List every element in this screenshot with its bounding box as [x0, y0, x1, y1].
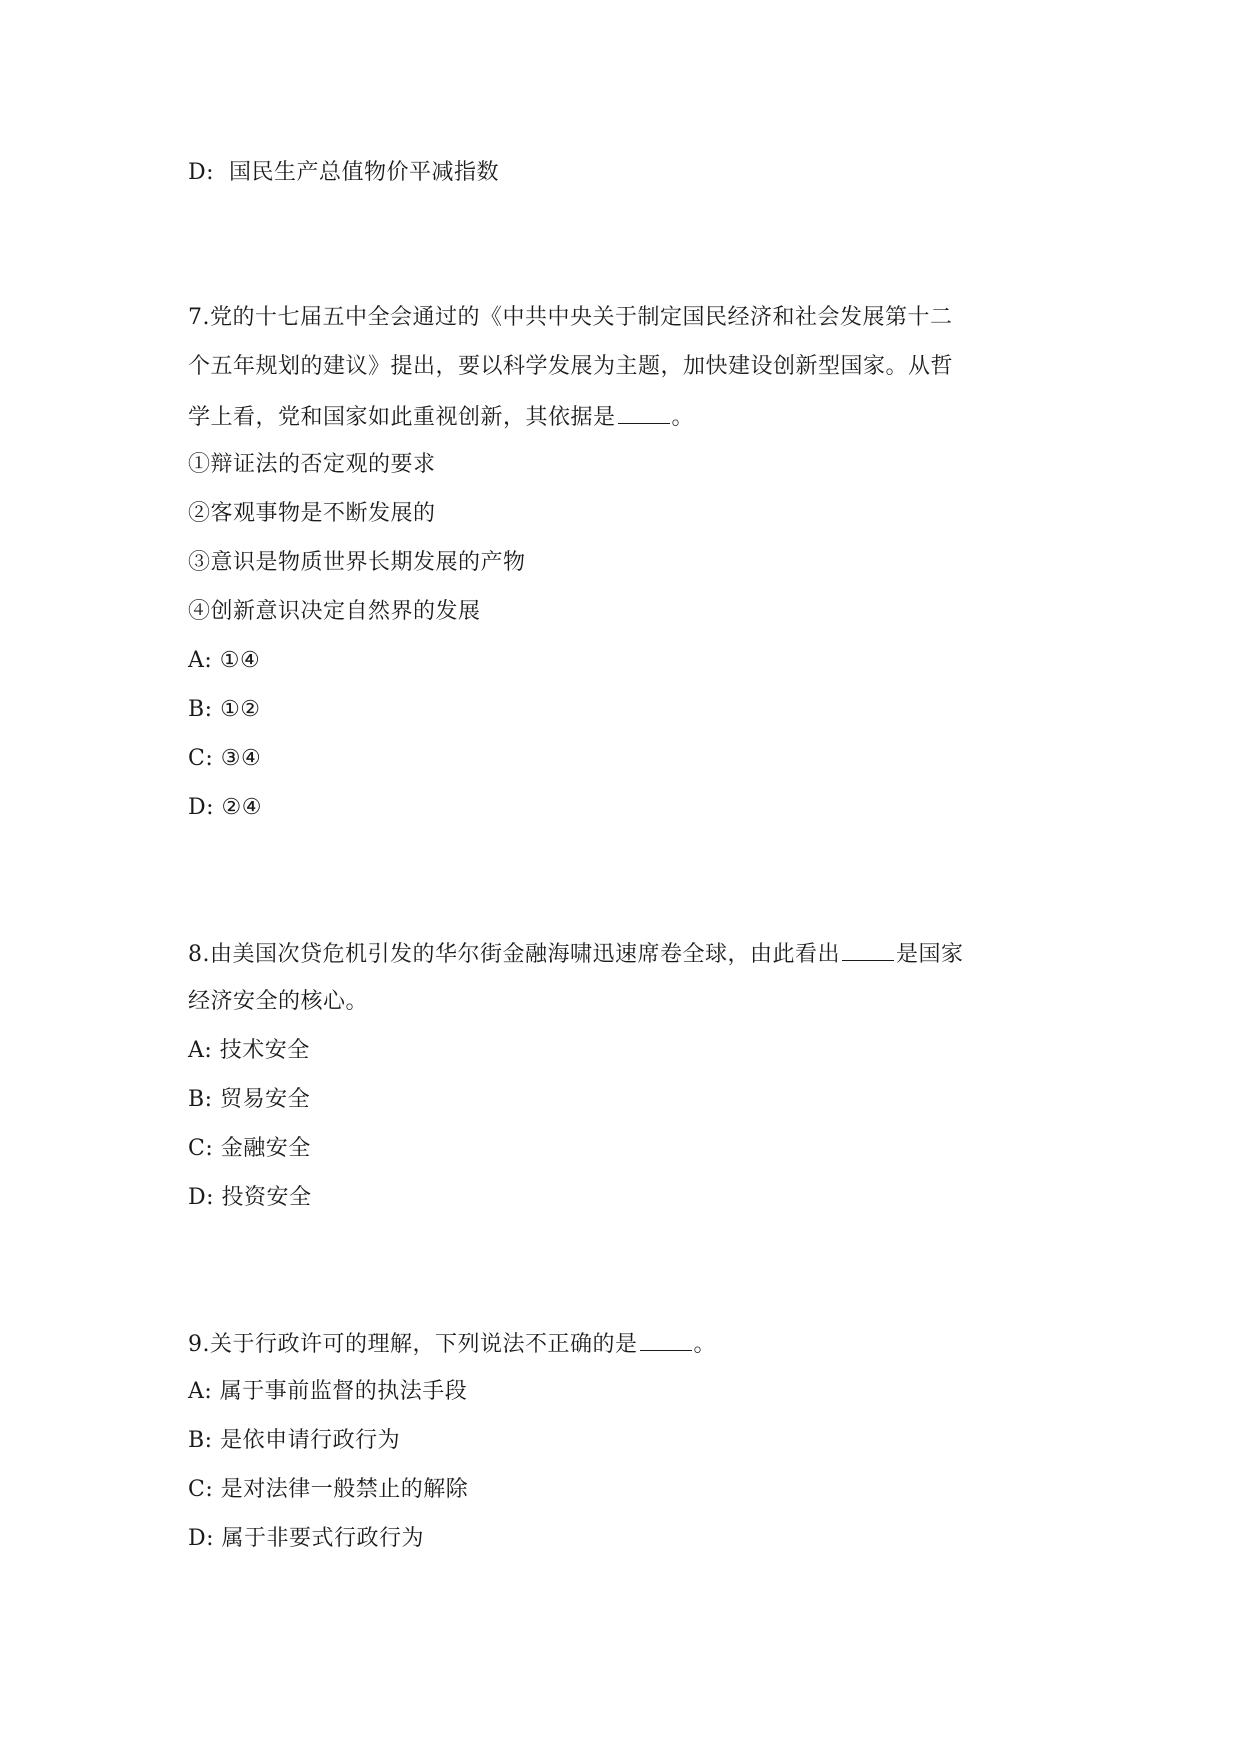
q7-option-b: B: ①② [188, 697, 261, 722]
q7-stem-line-1: 7.党的十七届五中全会通过的《中共中央关于制定国民经济和社会发展第十二 [188, 305, 953, 330]
q7-stem-text: 学上看，党和国家如此重视创新，其依据是 [188, 405, 616, 430]
q7-option-d: D: ②④ [188, 795, 262, 820]
q7-option-a: A: ①④ [188, 648, 261, 673]
q7-statement-1: ①辩证法的否定观的要求 [188, 452, 436, 477]
prev-question-option-d: D: 国民生产总值物价平减指数 [188, 160, 500, 185]
q7-statement-2: ②客观事物是不断发展的 [188, 501, 436, 526]
answer-blank [618, 401, 670, 424]
q8-stem-continue: 是国家 [896, 942, 964, 967]
q9-stem-end: 。 [693, 1332, 717, 1357]
q9-option-b: B: 是依申请行政行为 [188, 1428, 401, 1453]
q8-option-d: D: 投资安全 [188, 1185, 312, 1210]
answer-blank [640, 1328, 692, 1351]
q8-stem-text: 8.由美国次贷危机引发的华尔街金融海啸迅速席卷全球，由此看出 [188, 942, 840, 967]
q8-option-a: A: 技术安全 [188, 1038, 310, 1063]
q7-statement-4: ④创新意识决定自然界的发展 [188, 599, 481, 624]
q7-stem-line-3 [188, 401, 694, 433]
q9-option-a: A: 属于事前监督的执法手段 [188, 1379, 468, 1404]
q7-statement-3: ③意识是物质世界长期发展的产物 [188, 550, 526, 575]
q7-stem-line-2: 个五年规划的建议》提出，要以科学发展为主题，加快建设创新型国家。从哲 [188, 354, 954, 379]
answer-blank [842, 938, 894, 961]
q9-option-c: C: 是对法律一般禁止的解除 [188, 1477, 469, 1502]
q9-option-d: D: 属于非要式行政行为 [188, 1526, 425, 1551]
q7-stem-end: 。 [671, 405, 695, 430]
q7-option-c: C: ③④ [188, 746, 262, 771]
q9-stem-text: 9.关于行政许可的理解，下列说法不正确的是 [188, 1332, 638, 1357]
q8-option-c: C: 金融安全 [188, 1136, 311, 1161]
q8-stem-line-1 [188, 938, 964, 970]
q8-stem-line-2: 经济安全的核心。 [188, 989, 369, 1014]
q8-option-b: B: 贸易安全 [188, 1087, 311, 1112]
q9-stem [188, 1328, 716, 1360]
